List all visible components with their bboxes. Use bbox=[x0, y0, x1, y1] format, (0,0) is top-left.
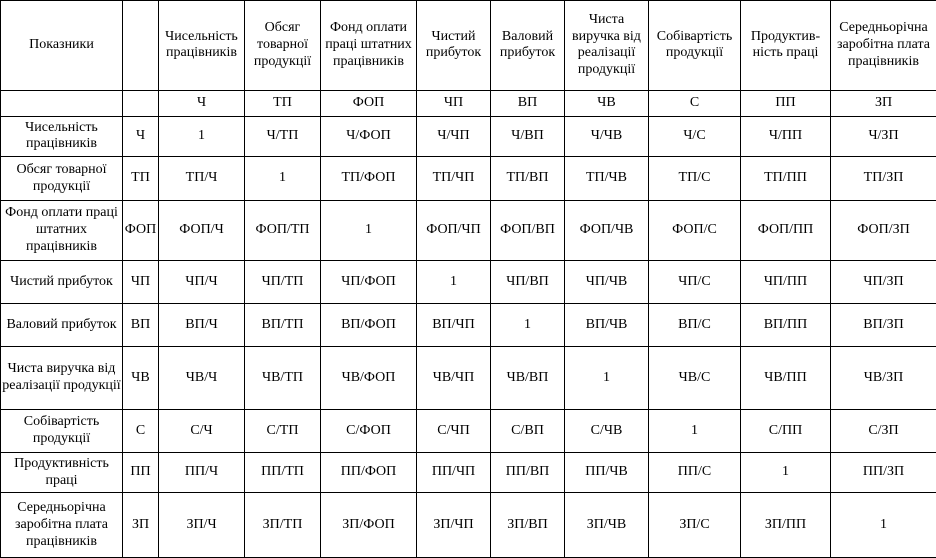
ratio-cell: 1 bbox=[491, 304, 565, 347]
ratio-cell: ФОП/ЧВ bbox=[565, 201, 649, 260]
row-name-cell: Валовий прибуток bbox=[1, 304, 123, 347]
ratio-cell: ТП/ВП bbox=[491, 157, 565, 201]
ratio-cell: ЗП/ФОП bbox=[321, 493, 417, 558]
ratio-cell: ПП/Ч bbox=[159, 453, 245, 493]
ratio-cell: ЧП/ФОП bbox=[321, 260, 417, 303]
ratio-cell: ЧВ/ФОП bbox=[321, 347, 417, 409]
table-row bbox=[1, 201, 936, 260]
row-abbreviation-cell: ЧП bbox=[123, 260, 159, 303]
ratio-cell: ЧП/ЧВ bbox=[565, 260, 649, 303]
column-abbreviation-cell: ПП bbox=[741, 90, 831, 116]
column-abbreviation-cell: С bbox=[649, 90, 741, 116]
ratio-cell: ФОП/ТП bbox=[245, 201, 321, 260]
ratio-cell: ФОП/ПП bbox=[741, 201, 831, 260]
column-abbreviation-cell: ВП bbox=[491, 90, 565, 116]
ratio-cell: ЧВ/ЧП bbox=[417, 347, 491, 409]
table-row bbox=[1, 157, 936, 201]
column-header-cell: Фонд оплати праці штатних працівників bbox=[321, 1, 417, 91]
ratio-cell: ВП/С bbox=[649, 304, 741, 347]
row-name-cell: Продуктивність праці bbox=[1, 453, 123, 493]
ratio-cell: ЗП/ЧВ bbox=[565, 493, 649, 558]
ratio-cell: С/Ч bbox=[159, 409, 245, 452]
ratio-cell: ВП/ТП bbox=[245, 304, 321, 347]
ratio-cell: ФОП/ЧП bbox=[417, 201, 491, 260]
table-row bbox=[1, 493, 936, 558]
ratio-cell: Ч/ВП bbox=[491, 116, 565, 156]
ratio-cell: 1 bbox=[321, 201, 417, 260]
ratio-cell: 1 bbox=[417, 260, 491, 303]
ratio-cell: ТП/ЧП bbox=[417, 157, 491, 201]
ratio-cell: ВП/ПП bbox=[741, 304, 831, 347]
row-abbreviation-cell: С bbox=[123, 409, 159, 452]
ratio-cell: ЧВ/ВП bbox=[491, 347, 565, 409]
row-name-cell: Чисельність працівників bbox=[1, 116, 123, 156]
column-header-cell: Валовий прибуток bbox=[491, 1, 565, 91]
ratio-cell: ФОП/ВП bbox=[491, 201, 565, 260]
ratio-cell: ЧП/ВП bbox=[491, 260, 565, 303]
row-abbreviation-cell: ВП bbox=[123, 304, 159, 347]
ratio-cell: 1 bbox=[245, 157, 321, 201]
header-row bbox=[1, 1, 936, 91]
ratio-cell: ЗП/ТП bbox=[245, 493, 321, 558]
row-name-cell: Обсяг товарної продукції bbox=[1, 157, 123, 201]
ratio-cell: ЧВ/ПП bbox=[741, 347, 831, 409]
ratio-cell: ФОП/Ч bbox=[159, 201, 245, 260]
column-header-cell: Середньорічна заробітна плата працівників bbox=[831, 1, 936, 91]
ratio-cell: ПП/ТП bbox=[245, 453, 321, 493]
corner-header-cell: Показники bbox=[1, 1, 123, 91]
ratio-cell: ПП/ВП bbox=[491, 453, 565, 493]
ratio-cell: ЗП/С bbox=[649, 493, 741, 558]
ratio-cell: ЧП/ПП bbox=[741, 260, 831, 303]
column-abbreviation-cell: ТП bbox=[245, 90, 321, 116]
ratio-cell: ПП/ФОП bbox=[321, 453, 417, 493]
ratio-cell: 1 bbox=[649, 409, 741, 452]
table-row bbox=[1, 260, 936, 303]
ratio-cell: ТП/ЗП bbox=[831, 157, 936, 201]
ratio-cell: ПП/ЧВ bbox=[565, 453, 649, 493]
ratio-cell: ЗП/Ч bbox=[159, 493, 245, 558]
abbreviation-row bbox=[1, 90, 936, 116]
ratio-cell: Ч/ФОП bbox=[321, 116, 417, 156]
ratio-cell: ЗП/ПП bbox=[741, 493, 831, 558]
column-abbreviation-cell: ЗП bbox=[831, 90, 936, 116]
column-header-cell: Продуктив-ність праці bbox=[741, 1, 831, 91]
ratio-cell: ВП/ФОП bbox=[321, 304, 417, 347]
ratio-cell: ТП/С bbox=[649, 157, 741, 201]
ratio-cell: ЧП/ТП bbox=[245, 260, 321, 303]
ratio-cell: С/ВП bbox=[491, 409, 565, 452]
ratio-cell: С/ТП bbox=[245, 409, 321, 452]
ratio-cell: ЧВ/Ч bbox=[159, 347, 245, 409]
blank-cell bbox=[1, 90, 123, 116]
column-abbreviation-cell: ЧВ bbox=[565, 90, 649, 116]
table-row bbox=[1, 304, 936, 347]
ratio-cell: ВП/ЧВ bbox=[565, 304, 649, 347]
ratio-cell: 1 bbox=[741, 453, 831, 493]
table-body bbox=[1, 1, 936, 558]
ratio-cell: ЗП/ЧП bbox=[417, 493, 491, 558]
row-abbreviation-cell: ЗП bbox=[123, 493, 159, 558]
row-name-cell: Фонд оплати праці штатних працівників bbox=[1, 201, 123, 260]
ratio-cell: ЧВ/ЗП bbox=[831, 347, 936, 409]
ratio-cell: 1 bbox=[831, 493, 936, 558]
ratio-cell: Ч/ЧВ bbox=[565, 116, 649, 156]
column-header-cell: Обсяг товарної продукції bbox=[245, 1, 321, 91]
ratio-cell: ВП/ЗП bbox=[831, 304, 936, 347]
row-abbreviation-cell: ФОП bbox=[123, 201, 159, 260]
ratio-cell: ЧП/С bbox=[649, 260, 741, 303]
ratio-cell: ЧП/Ч bbox=[159, 260, 245, 303]
ratio-cell: Ч/ЧП bbox=[417, 116, 491, 156]
ratio-cell: ТП/ЧВ bbox=[565, 157, 649, 201]
table-row bbox=[1, 409, 936, 452]
ratio-cell: ФОП/ЗП bbox=[831, 201, 936, 260]
ratio-cell: С/ЗП bbox=[831, 409, 936, 452]
ratio-cell: ТП/ФОП bbox=[321, 157, 417, 201]
ratio-cell: ПП/ЗП bbox=[831, 453, 936, 493]
table-row bbox=[1, 453, 936, 493]
ratio-cell: ФОП/С bbox=[649, 201, 741, 260]
ratio-cell: Ч/ЗП bbox=[831, 116, 936, 156]
table-row bbox=[1, 347, 936, 409]
ratio-cell: Ч/ПП bbox=[741, 116, 831, 156]
ratio-cell: ЗП/ВП bbox=[491, 493, 565, 558]
column-header-cell: Чисельність працівників bbox=[159, 1, 245, 91]
ratio-cell: ВП/Ч bbox=[159, 304, 245, 347]
column-header-cell: Чистий прибуток bbox=[417, 1, 491, 91]
ratio-cell: ВП/ЧП bbox=[417, 304, 491, 347]
column-abbreviation-cell: Ч bbox=[159, 90, 245, 116]
column-header-cell: Собівартість продукції bbox=[649, 1, 741, 91]
abbr-column-header-cell bbox=[123, 1, 159, 91]
ratio-cell: Ч/ТП bbox=[245, 116, 321, 156]
column-abbreviation-cell: ЧП bbox=[417, 90, 491, 116]
row-abbreviation-cell: ПП bbox=[123, 453, 159, 493]
ratio-cell: Ч/С bbox=[649, 116, 741, 156]
ratio-cell: ЧВ/С bbox=[649, 347, 741, 409]
table-row bbox=[1, 116, 936, 156]
row-abbreviation-cell: Ч bbox=[123, 116, 159, 156]
ratio-cell: ТП/ПП bbox=[741, 157, 831, 201]
row-abbreviation-cell: ЧВ bbox=[123, 347, 159, 409]
row-name-cell: Собівартість продукції bbox=[1, 409, 123, 452]
column-header-cell: Чиста виручка від реалізації продукції bbox=[565, 1, 649, 91]
row-name-cell: Чистий прибуток bbox=[1, 260, 123, 303]
ratio-cell: С/ПП bbox=[741, 409, 831, 452]
blank-cell bbox=[123, 90, 159, 116]
ratio-cell: ЧП/ЗП bbox=[831, 260, 936, 303]
row-abbreviation-cell: ТП bbox=[123, 157, 159, 201]
ratio-cell: ТП/Ч bbox=[159, 157, 245, 201]
ratio-cell: 1 bbox=[159, 116, 245, 156]
ratio-cell: ПП/ЧП bbox=[417, 453, 491, 493]
row-name-cell: Чиста виручка від реалізації продукції bbox=[1, 347, 123, 409]
column-abbreviation-cell: ФОП bbox=[321, 90, 417, 116]
ratio-cell: С/ЧП bbox=[417, 409, 491, 452]
ratio-cell: С/ЧВ bbox=[565, 409, 649, 452]
ratio-cell: С/ФОП bbox=[321, 409, 417, 452]
ratio-cell: ПП/С bbox=[649, 453, 741, 493]
row-name-cell: Середньорічна заробітна плата працівників bbox=[1, 493, 123, 558]
ratio-cell: 1 bbox=[565, 347, 649, 409]
ratio-cell: ЧВ/ТП bbox=[245, 347, 321, 409]
